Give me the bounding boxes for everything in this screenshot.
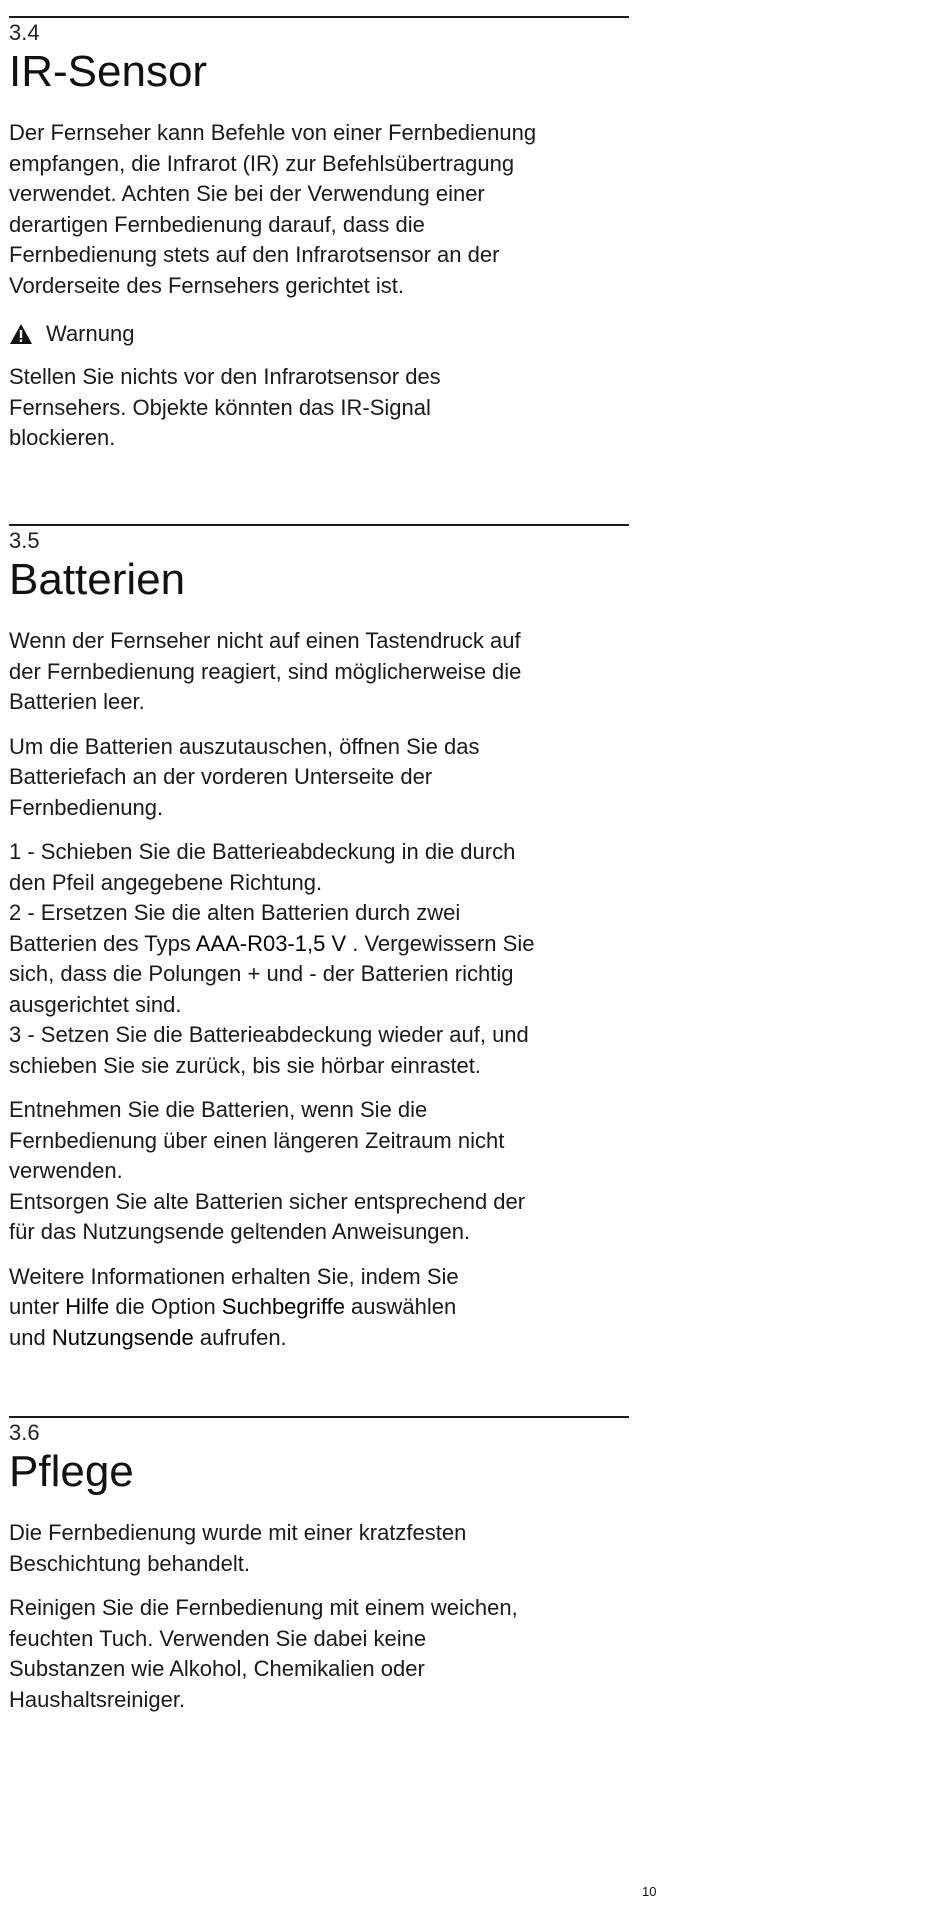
- paragraph: Um die Batterien auszutauschen, öffnen Sie das Batteriefach an der vorderen Unterseite der Fernbedienung.: [9, 733, 480, 820]
- paragraph: Die Fernbedienung wurde mit einer kratzfesten Beschichtung behandelt.: [9, 1520, 467, 1576]
- paragraph: Der Fernseher kann Befehle von einer Fernbedienung empfangen, die Infrarot (IR) zur Befehlsübertragung verwendet. Achten Sie bei der Verwendung einer derartigen Fernbedienung darauf, dass die Fernbedienung stets auf den Infrarotsensor an der Vorderseite des Fernsehers gerichtet ist.: [9, 120, 537, 298]
- paragraph: Wenn der Fernseher nicht auf einen Tastendruck auf der Fernbedienung reagiert, sind möglicherweise die Batterien leer.: [9, 628, 522, 714]
- paragraph: Stellen Sie nichts vor den Infrarotsensor des Fernsehers. Objekte könnten das IR-Signal blockieren.: [9, 364, 441, 450]
- section-title: Batterien: [9, 555, 186, 604]
- section-divider: [9, 16, 629, 18]
- warning-label: Warnung: [46, 321, 135, 346]
- section-number: 3.4: [9, 20, 40, 45]
- steps-list: 1 - Schieben Sie die Batterieabdeckung in die durch den Pfeil angegebene Richtung. 2 - Ersetzen Sie die alten Batterien durch zwei Batterien des Typs AAA-R03-1,5 V . Vergewissern Sie sich, dass die Polungen + und - der Batterien richtig ausgerichtet sind. 3 - Setzen Sie die Batterieabdeckung wieder auf, und schieben Sie sie zurück, bis sie hörbar einrastet.: [9, 839, 535, 1078]
- section-number: 3.6: [9, 1420, 40, 1445]
- end-of-use-term: Nutzungsende: [51, 1324, 194, 1350]
- help-term: Hilfe: [65, 1294, 110, 1319]
- step-2: 2 - Ersetzen Sie die alten Batterien durch zwei: [9, 900, 461, 925]
- section-3-4: [9, 16, 629, 454]
- paragraph: Reinigen Sie die Fernbedienung mit einem weichen, feuchten Tuch. Verwenden Sie dabei keine Substanzen wie Alkohol, Chemikalien oder Haushaltsreiniger.: [9, 1595, 518, 1712]
- section-title: Pflege: [9, 1447, 134, 1496]
- step-3: 3 - Setzen Sie die Batterieabdeckung wieder auf, und: [9, 1022, 529, 1047]
- paragraph: Entnehmen Sie die Batterien, wenn Sie die Fernbedienung über einen längeren Zeitraum nicht verwenden. Entsorgen Sie alte Batterien sicher entsprechend der für das Nutzungsende geltenden Anweisungen.: [9, 1097, 526, 1244]
- page-number: 10: [642, 1884, 657, 1899]
- section-3-6: [9, 1416, 629, 1715]
- warning-icon: [9, 323, 33, 345]
- section-divider: [9, 1416, 629, 1418]
- warning-heading: [9, 319, 629, 349]
- section-title: IR-Sensor: [9, 47, 208, 96]
- battery-type: AAA-R03-1,5 V: [195, 930, 347, 956]
- section-divider: [9, 524, 629, 526]
- keywords-term: Suchbegriffe: [221, 1294, 345, 1319]
- section-3-5: [9, 524, 629, 1353]
- section-number: 3.5: [9, 528, 40, 553]
- step-1: 1 - Schieben Sie die Batterieabdeckung in die durch: [9, 839, 516, 864]
- paragraph: Weitere Informationen erhalten Sie, indem Sie unter Hilfe die Option Suchbegriffe auswählen und Nutzungsende aufrufen.: [9, 1263, 459, 1350]
